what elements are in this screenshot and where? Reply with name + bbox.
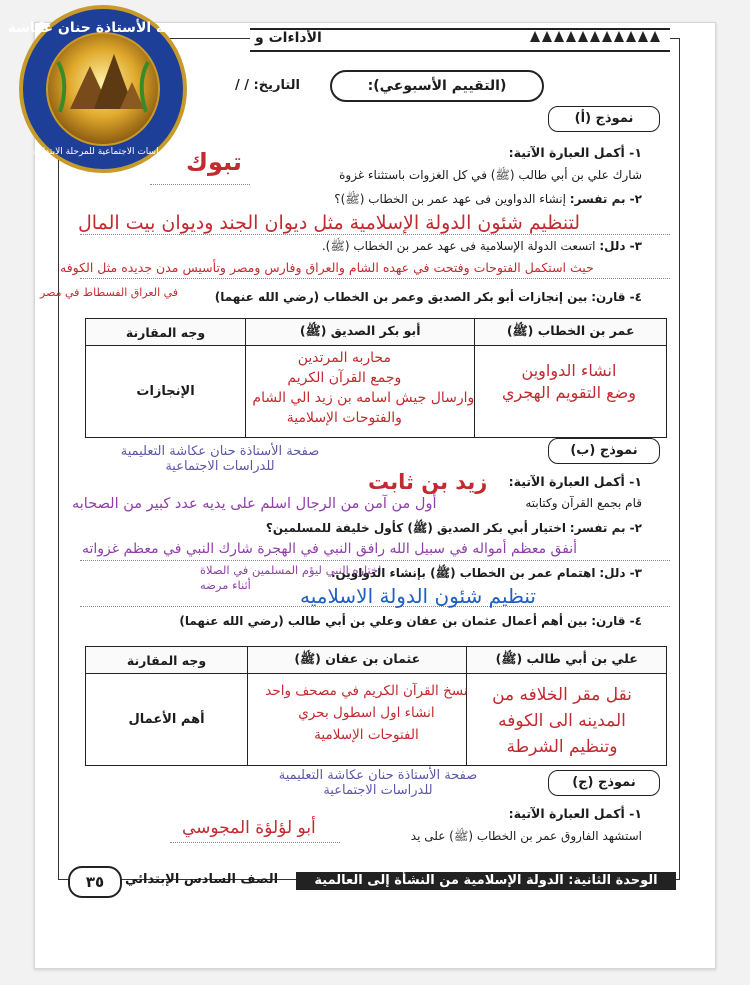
- model-b-q2-text: [266, 521, 642, 538]
- model-c-q1-answer: أبو لؤلؤة المجوسي: [182, 818, 316, 838]
- answer-line: [80, 278, 670, 279]
- model-b-q2-answer-3: اختاره النبي ليؤم المسلمين في الصلاة: [200, 563, 382, 577]
- table-b-header-aspect: وجه المقارنة: [86, 647, 248, 674]
- table-b-ali-cell: [467, 674, 667, 766]
- model-a-q2-title: ٢- بم تفسر:: [569, 192, 642, 206]
- table-b-header-othman: عثمان بن عفان (ﷺ): [248, 647, 467, 674]
- table-b-header-ali: علي بن أبي طالب (ﷺ): [467, 647, 667, 674]
- model-b-q2-answer-4: أثناء مرضه: [200, 578, 251, 592]
- model-a-q3-text: [322, 239, 642, 256]
- comparison-table-a: [85, 318, 667, 438]
- model-a-q4-title: ٤- قارن:: [591, 290, 642, 304]
- model-b-q3-title: ٣- دلل:: [599, 566, 642, 580]
- table-b-othman-line: نسخ القرآن الكريم في مصحف واحد: [265, 683, 468, 699]
- table-b-ali-line: نقل مقر الخلافه من: [492, 685, 632, 705]
- model-c-q1-title: ١- أكمل العبارة الآتية:: [508, 806, 642, 821]
- model-b-q3-answer: تنظيم شئون الدولة الاسلاميه: [300, 584, 536, 608]
- model-b-q4-question: بين أهم أعمال عثمان بن عفان وعلي بن أبي طالب (رضي الله عنهما): [179, 614, 588, 628]
- table-a-row-label: الإنجازات: [86, 346, 246, 438]
- model-a-q3-question: اتسعت الدولة الإسلامية فى عهد عمر بن الخطاب (ﷺ).: [321, 239, 596, 253]
- table-a-abubakr-line: وجمع القرآن الكريم: [287, 370, 402, 386]
- date-label: التاريخ: / /: [235, 78, 301, 93]
- page-number: ٣٥: [68, 866, 122, 898]
- answer-line: [80, 234, 670, 235]
- table-a-abubakr-cell: [246, 346, 475, 438]
- model-a-q4-question: بين إنجازات أبو بكر الصديق وعمر بن الخطاب (رضي الله عنهما): [214, 290, 588, 304]
- logo-emblem-icon: [8, 4, 198, 174]
- table-a-abubakr-line: والفتوحات الإسلامية: [286, 410, 402, 426]
- model-b-q1-text: قام بجمع القرآن وكتابته: [525, 496, 642, 510]
- table-a-header-aspect: وجه المقارنة: [86, 319, 246, 346]
- answer-line: [150, 184, 250, 185]
- watermark-line: صفحة الأستاذة حنان عكاشة التعليمية: [278, 768, 478, 783]
- table-b-othman-cell: [248, 674, 467, 766]
- assessment-title: (التقييم الأسبوعي):: [330, 70, 544, 102]
- svg-text:صفحة الأستاذة حنان عكاشة: صفحة الأستاذة حنان عكاشة: [8, 20, 198, 36]
- watermark-1: [100, 444, 340, 474]
- watermark-2: [258, 768, 498, 798]
- model-a-q4-text: [215, 290, 642, 304]
- model-b-q2-question: اختيار أبي بكر الصديق (ﷺ) كأول خليفة للمسلمين؟: [265, 521, 566, 535]
- model-b-q2-title: ٢- بم تفسر:: [569, 521, 642, 535]
- footer-grade: الصف السادس الإبتدائي: [125, 872, 279, 887]
- watermark-line: للدراسات الاجتماعية: [165, 459, 275, 474]
- model-a-q1-text: شارك علي بن أبي طالب (ﷺ) في كل الغزوات باستثناء غزوة: [339, 168, 642, 182]
- table-a-omar-line: وضع التقويم الهجري: [502, 383, 636, 402]
- header-title: الأداءات و: [255, 30, 322, 46]
- model-b-q2-answer-1: أول من آمن من الرجال اسلم على يديه عدد كبير من الصحابه: [72, 496, 437, 512]
- svg-text:للدراسات الاجتماعية للمرحلة ال: للدراسات الاجتماعية للمرحلة الابتدائية: [32, 147, 174, 157]
- model-a-q2-question: إنشاء الدواوين فى عهد عمر بن الخطاب (ﷺ)؟: [334, 192, 566, 206]
- footer-unit-title: الوحدة الثانية: الدولة الإسلامية من النشأة إلى العالمية: [296, 872, 676, 890]
- model-b-q3-question: اهتمام عمر بن الخطاب (ﷺ) بإنشاء الدواوين.: [330, 566, 596, 580]
- table-a-header-omar: عمر بن الخطاب (ﷺ): [475, 319, 667, 346]
- model-b-q1-answer: زيد بن ثابت: [368, 470, 488, 494]
- comparison-table-b: [85, 646, 667, 766]
- model-a-q3-title: ٣- دلل:: [599, 239, 642, 253]
- table-b-row-label: أهم الأعمال: [86, 674, 248, 766]
- table-a-header-abubakr: أبو بكر الصديق (ﷺ): [246, 319, 475, 346]
- watermark-line: للدراسات الاجتماعية: [323, 783, 433, 798]
- model-a-label: نموذج (أ): [548, 106, 660, 132]
- watermark-line: صفحة الأستاذة حنان عكاشة التعليمية: [120, 444, 320, 459]
- model-a-q3-answer-2: في العراق الفسطاط في مصر: [40, 286, 179, 299]
- answer-line: [170, 842, 340, 843]
- model-a-q1-answer: تبوك: [186, 148, 242, 176]
- model-a-q1-title: ١- أكمل العبارة الآتية:: [508, 145, 642, 160]
- table-b-othman-line: الفتوحات الإسلامية: [314, 727, 419, 743]
- table-b-ali-line: وتنظيم الشرطة: [506, 737, 618, 757]
- model-c-label: نموذج (ج): [548, 770, 660, 796]
- table-a-abubakr-line: وارسال جيش اسامه بن زيد الي الشام: [252, 390, 475, 406]
- model-b-q4-text: [179, 614, 642, 628]
- table-b-ali-line: المدينه الى الكوفه: [498, 711, 626, 731]
- model-b-q3-text: [331, 566, 642, 583]
- teacher-logo: [8, 4, 198, 174]
- model-b-label: نموذج (ب): [548, 438, 660, 464]
- table-a-abubakr-line: محاربه المرتدين: [297, 350, 391, 366]
- model-a-q3-answer-1: حيث استكمل الفتوحات وفتحت في عهده الشام والعراق وفارس ومصر وتأسيس مدن جديده مثل الكوفه: [60, 260, 594, 275]
- model-b-q4-title: ٤- قارن:: [591, 614, 642, 628]
- model-a-q2-text: [334, 192, 642, 209]
- table-b-othman-line: انشاء اول اسطول بحري: [298, 705, 435, 721]
- model-b-q1-title: ١- أكمل العبارة الآتية:: [508, 474, 642, 489]
- answer-line: [80, 560, 670, 561]
- model-b-q2-answer-2: أنفق معظم أمواله في سبيل الله رافق النبي في الهجرة شارك النبي في معظم غزواته: [82, 541, 578, 557]
- model-a-q2-answer: لتنظيم شئون الدولة الإسلامية مثل ديوان الجند وديوان بيت المال: [78, 212, 581, 234]
- table-a-omar-line: انشاء الدواوين: [521, 361, 617, 380]
- model-c-q1-text: استشهد الفاروق عمر بن الخطاب (ﷺ) على يد: [410, 829, 642, 843]
